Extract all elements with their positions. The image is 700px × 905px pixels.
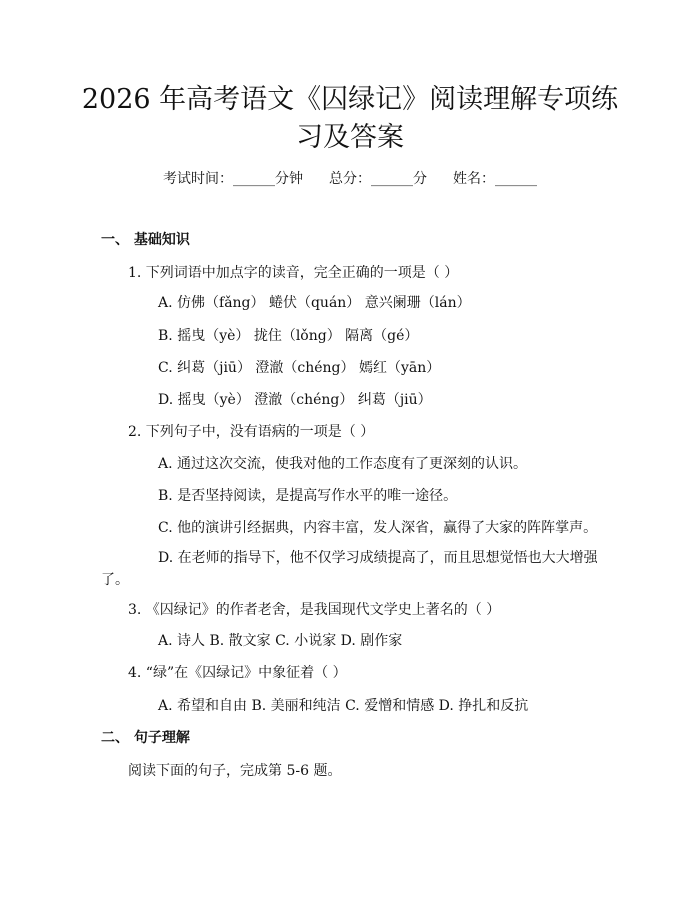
section-1-heading: 一、 基础知识 — [101, 232, 190, 248]
document-title-line-2: 习及答案 — [296, 122, 404, 153]
question-1-option-b: B. 摇曳（yè） 拢住（lǒng） 隔离（gé） — [158, 328, 419, 344]
question-2-option-c: C. 他的演讲引经据典，内容丰富，发人深省，赢得了大家的阵阵掌声。 — [158, 520, 598, 536]
question-2-option-d: D. 在老师的指导下，他不仅学习成绩提高了，而且思想觉悟也大大增强 — [158, 550, 598, 566]
exam-info-line — [0, 168, 700, 188]
question-4-stem: 4. “绿”在《囚绿记》中象征着（ ） — [128, 665, 347, 681]
question-2-stem: 2. 下列句子中，没有语病的一项是（ ） — [128, 424, 375, 440]
question-2-option-b: B. 是否坚持阅读，是提高写作水平的唯一途径。 — [158, 488, 458, 504]
document-title-line-1: 2026 年高考语文《囚绿记》阅读理解专项练 — [81, 84, 619, 115]
question-3-options: A. 诗人 B. 散文家 C. 小说家 D. 剧作家 — [158, 633, 403, 649]
question-4-options: A. 希望和自由 B. 美丽和纯洁 C. 爱憎和情感 D. 挣扎和反抗 — [158, 698, 529, 714]
section-2-intro: 阅读下面的句子，完成第 5-6 题。 — [128, 763, 342, 779]
question-2-option-d-continuation: 了。 — [101, 572, 129, 588]
name-label: 姓名：______ — [453, 171, 537, 187]
question-1-stem: 1. 下列词语中加点字的读音，完全正确的一项是（ ） — [128, 265, 459, 281]
question-1-option-d: D. 摇曳（yè） 澄澈（chéng） 纠葛（jiū） — [158, 392, 432, 408]
question-2-option-a: A. 通过这次交流，使我对他的工作态度有了更深刻的认识。 — [158, 456, 528, 472]
question-1-option-a: A. 仿佛（fǎng） 蜷伏（quán） 意兴阑珊（lán） — [158, 295, 471, 311]
exam-time-label: 考试时间：______分钟 — [163, 171, 303, 187]
total-score-label: 总分：______分 — [329, 171, 427, 187]
question-1-option-c: C. 纠葛（jiū） 澄澈（chéng） 嫣红（yān） — [158, 360, 441, 376]
question-3-stem: 3. 《囚绿记》的作者老舍，是我国现代文学史上著名的（ ） — [128, 602, 501, 618]
section-2-heading: 二、 句子理解 — [101, 730, 190, 746]
